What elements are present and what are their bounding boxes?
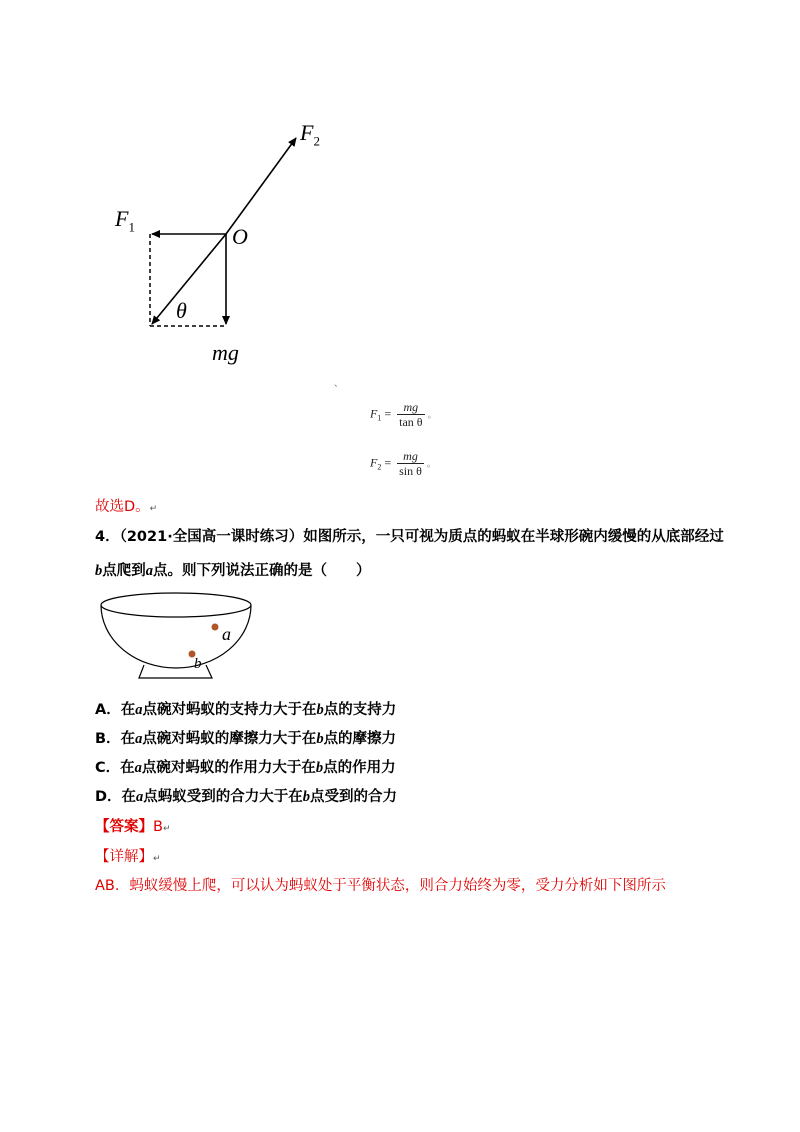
label-theta: θ bbox=[176, 298, 187, 323]
formula-f2: $F_2$ = $\frac{mg}{\text{sin θ}}$ 。 bbox=[370, 449, 436, 478]
bowl-label-a: a bbox=[222, 624, 231, 644]
label-mg: mg bbox=[212, 340, 239, 365]
label-f2: $F_2$ bbox=[300, 120, 320, 149]
label-f1: $F_1$ bbox=[115, 206, 135, 235]
answer-label: 【答案】 bbox=[95, 819, 153, 835]
label-o: O bbox=[232, 224, 248, 249]
analysis-line: AB．蚂蚁缓慢上爬，可以认为蚂蚁处于平衡状态，则合力始终为零，受力分析如下图所示 bbox=[95, 878, 666, 894]
prev-answer: 故选D。↵ bbox=[95, 499, 158, 515]
bowl-label-b: b bbox=[194, 656, 202, 672]
formula-f1: $F_1$ = $\frac{mg}{\text{tan θ}}$ 。 bbox=[370, 400, 437, 429]
answer-value: B bbox=[153, 819, 163, 835]
question-text-1: 如图所示，一只可视为质点的蚂蚁在半球形碗内缓慢的从底部经过 bbox=[303, 529, 724, 545]
force-diagram bbox=[100, 110, 360, 370]
resultant-arrow bbox=[152, 234, 226, 324]
question-line-2: b点爬到a点。则下列说法正确的是（ ） bbox=[95, 563, 371, 579]
option-b: B．在a点碗对蚂蚁的摩擦力大于在b点的摩擦力 bbox=[95, 731, 397, 747]
bowl-rim bbox=[101, 593, 251, 617]
option-c: C．在a点碗对蚂蚁的作用力大于在b点的作用力 bbox=[95, 760, 396, 776]
option-a: A．在a点碗对蚂蚁的支持力大于在b点的支持力 bbox=[95, 702, 397, 718]
answer-line: 【答案】B↵ bbox=[95, 819, 171, 835]
question-line-1 bbox=[95, 527, 724, 547]
f2-arrow bbox=[226, 138, 296, 234]
detail-label: 【详解】 bbox=[95, 849, 153, 865]
question-source: （2021·全国高一课时练习） bbox=[119, 529, 304, 545]
ant-a-icon bbox=[212, 624, 219, 631]
question-number: 4． bbox=[95, 529, 120, 545]
option-d: D．在a点蚂蚁受到的合力大于在b点受到的合力 bbox=[95, 789, 398, 805]
stray-mark: 、 bbox=[334, 379, 344, 389]
detail-line: 【详解】↵ bbox=[95, 849, 161, 865]
